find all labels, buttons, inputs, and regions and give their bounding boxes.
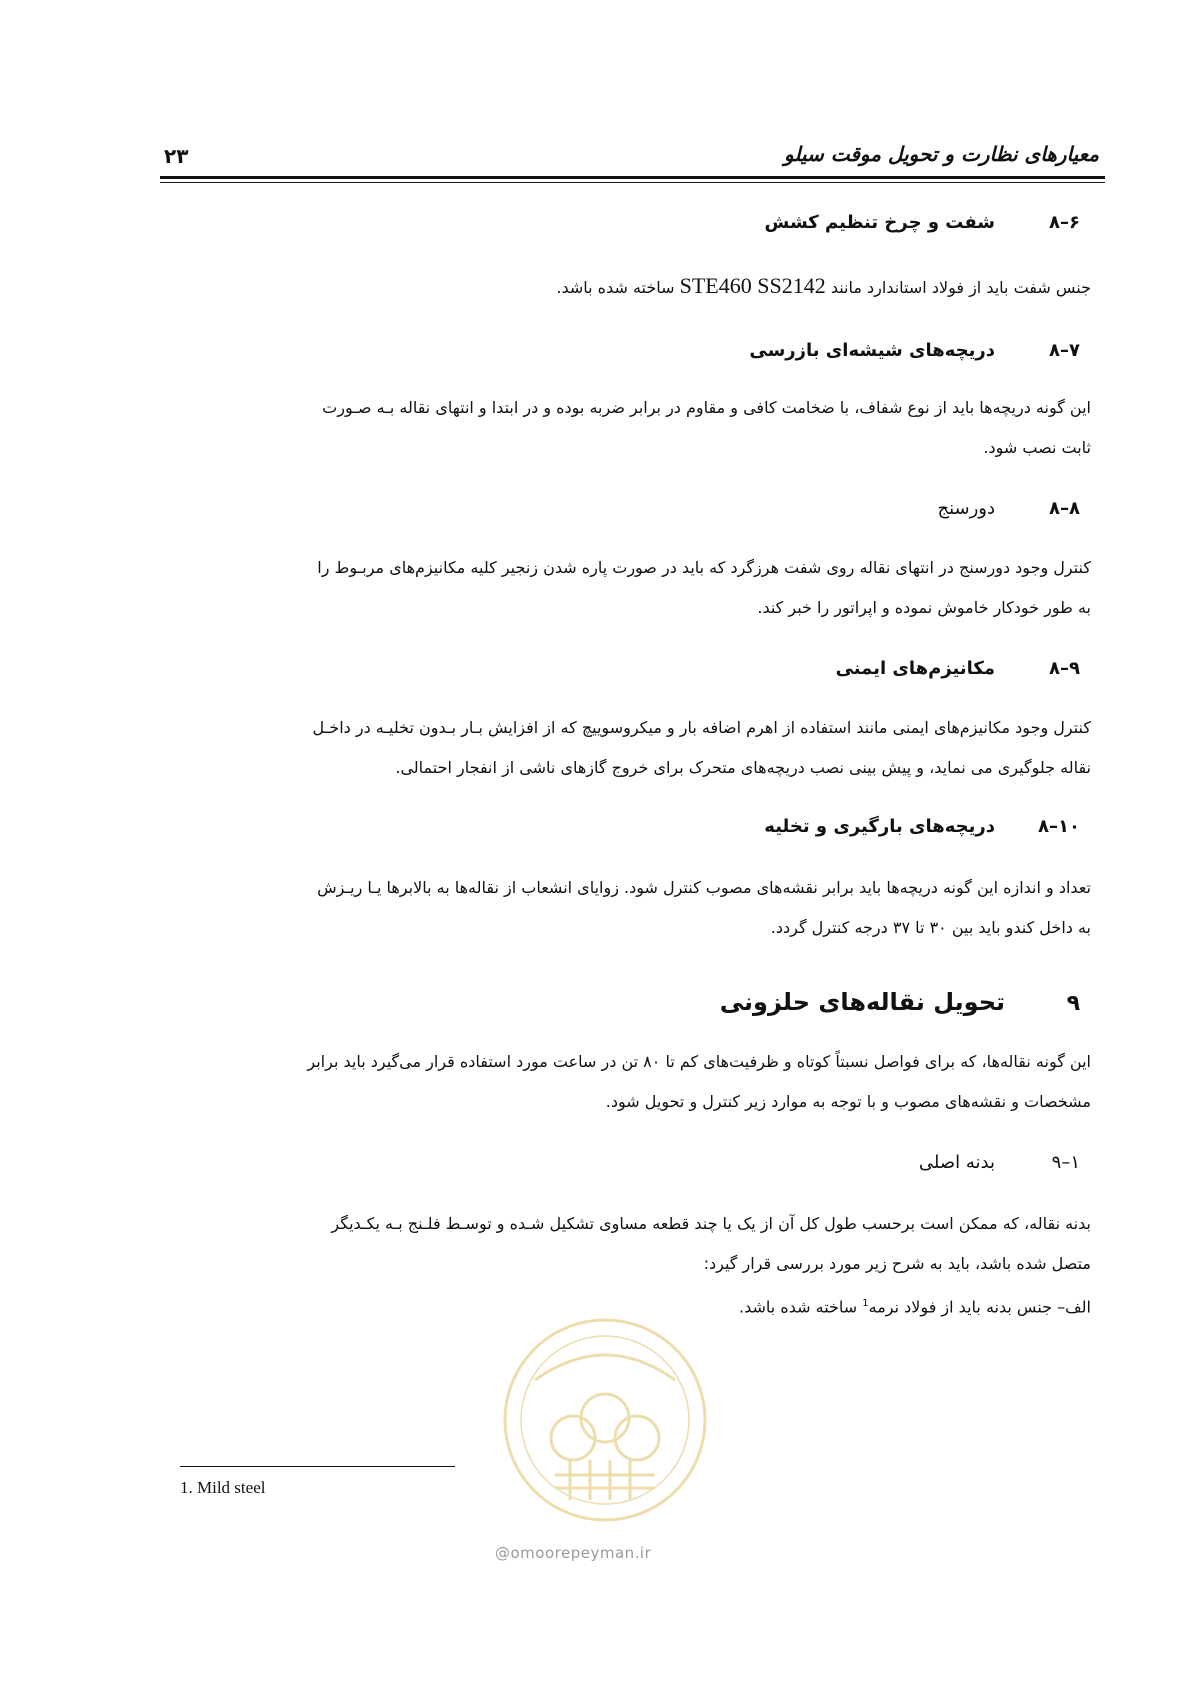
section-paragraph — [271, 868, 1091, 948]
section-paragraph — [271, 548, 1091, 628]
paragraph-line: به طور خودکار خاموش نموده و اپراتور را خبر کند. — [757, 598, 1091, 617]
steel-grade-code: STE460 SS2142 — [679, 273, 826, 298]
section-title: بدنه اصلی — [918, 1152, 995, 1173]
section-number: ۸–۷ — [1049, 340, 1080, 361]
paragraph-line: به داخل کندو باید بین ۳۰ تا ۳۷ درجه کنترل گردد. — [770, 918, 1091, 937]
section-number: ۸–۹ — [1049, 658, 1080, 679]
section-title: دریچه‌های شیشه‌ای بازرسی — [749, 340, 995, 361]
watermark-url: @omoorepeyman.ir — [495, 1544, 652, 1562]
chapter-title: تحویل نقاله‌های حلزونی — [719, 988, 1005, 1016]
header-rule-thick — [160, 176, 1105, 179]
paragraph-text: جنس شفت باید از فولاد استاندارد مانند — [830, 278, 1091, 297]
watermark-seal-icon — [495, 1310, 715, 1530]
section-number: ۸–۶ — [1049, 212, 1080, 233]
list-item-text: ساخته شده باشد. — [739, 1297, 858, 1317]
section-title: دورسنج — [937, 498, 995, 519]
section-paragraph — [271, 266, 1091, 308]
paragraph-line: متصل شده باشد، باید به شرح زیر مورد بررسی قرار گیرد: — [703, 1254, 1091, 1273]
running-header-title: معیارهای نظارت و تحویل موقت سیلو — [784, 142, 1099, 166]
section-title: مکانیزم‌های ایمنی — [835, 658, 995, 679]
section-heading — [140, 498, 1080, 519]
paragraph-text: ساخته شده باشد. — [556, 278, 675, 297]
paragraph-line: کنترل وجود دورسنج در انتهای نقاله روی شفت هرزگرد که باید در صورت پاره شدن زنجیر کلیه مکانیزم‌های مربـوط را — [317, 558, 1091, 577]
paragraph-line: ثابت نصب شود. — [983, 438, 1091, 457]
page-number: ۲۳ — [164, 144, 189, 168]
chapter-heading — [140, 988, 1080, 1016]
paragraph-line: مشخصات و نقشه‌های مصوب و با توجه به موارد زیر کنترل و تحویل شود. — [605, 1092, 1091, 1111]
footnote-text: 1. Mild steel — [180, 1478, 266, 1497]
paragraph-line: این گونه نقاله‌ها، که برای فواصل نسبتاً کوتاه و ظرفیت‌های کم تا ۸۰ تن در ساعت مورد استفاده قرار می‌گیرد باید برابر — [307, 1052, 1091, 1071]
paragraph-line: بدنه نقاله، که ممکن است برحسب طول کل آن از یک یا چند قطعه مساوی تشکیل شـده و توسـط فلـنج بـه یکـدیگر — [331, 1214, 1091, 1233]
section-title: دریچه‌های بارگیری و تخلیه — [764, 816, 995, 837]
chapter-number: ۹ — [1066, 991, 1080, 1016]
section-number: ۸–۱۰ — [1038, 816, 1080, 837]
paragraph-line: تعداد و اندازه این گونه دریچه‌ها باید برابر نقشه‌های مصوب کنترل شود. زوایای انشعاب از نقاله‌ها به بالابرها یـا ریـزش — [317, 878, 1091, 897]
list-item-text: الف– جنس بدنه باید از فولاد نرمه — [868, 1297, 1091, 1317]
section-heading — [140, 212, 1080, 233]
section-heading — [140, 658, 1080, 679]
section-number: ۹–۱ — [1051, 1152, 1080, 1173]
section-heading — [140, 816, 1080, 837]
section-title: شفت و چرخ تنظیم کشش — [764, 212, 995, 233]
section-heading — [140, 340, 1080, 361]
section-paragraph — [271, 708, 1091, 788]
paragraph-line: کنترل وجود مکانیزم‌های ایمنی مانند استفاده از اهرم اضافه بار و میکروسوییچ که از افزایش بـار بـدون تخلیـه در داخـل — [312, 718, 1091, 737]
section-paragraph — [271, 388, 1091, 468]
section-paragraph — [271, 1042, 1091, 1122]
footnote-rule — [180, 1466, 455, 1467]
section-number: ۸–۸ — [1049, 498, 1080, 519]
footnote-reference: 1 — [862, 1298, 869, 1309]
header-rule-thin — [160, 182, 1105, 183]
paragraph-line: این گونه دریچه‌ها باید از نوع شفاف، با ضخامت کافی و مقاوم در برابر ضربه بوده و در ابتدا و انتهای نقاله بـه صـورت — [322, 398, 1091, 417]
paragraph-line: نقاله جلوگیری می نماید، و پیش بینی نصب دریچه‌های متحرک برای خروج گازهای ناشی از انفجار احتمالی. — [395, 758, 1091, 777]
section-heading — [140, 1152, 1080, 1173]
section-paragraph — [271, 1204, 1091, 1327]
